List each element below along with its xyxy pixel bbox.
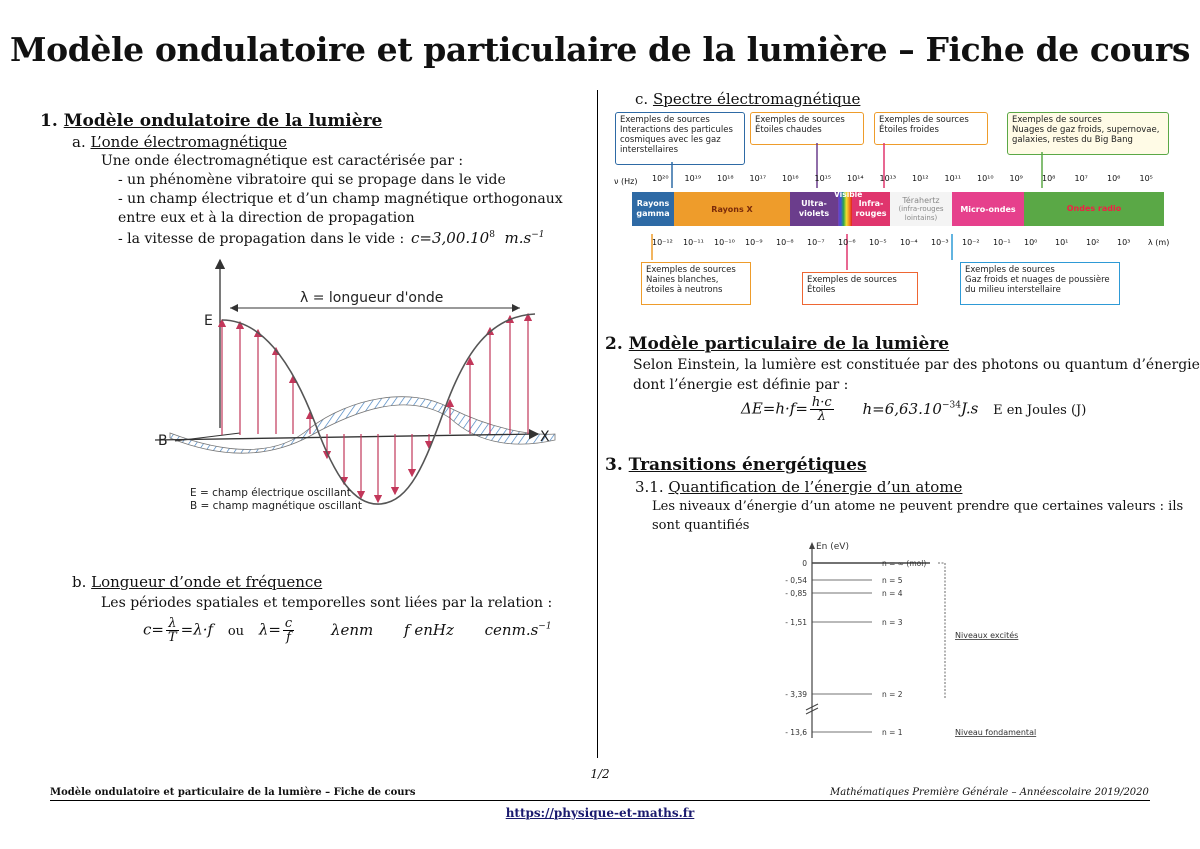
photon-energy-formula: ΔE=h·f= $\frac{h\cdot c}{\lambda}$ $h=6,63.10^{-34}J.s$ E en Joules (J) — [741, 395, 1087, 424]
sub-title: Longueur d’onde et fréquence — [91, 573, 323, 591]
frequency-ticks — [652, 174, 1172, 188]
wavelength-tick: 10⁻¹⁰ — [714, 238, 735, 247]
energy-level-diagram — [770, 538, 1060, 743]
frequency-tick: 10¹⁸ — [717, 174, 734, 183]
nu-axis-label: ν (Hz) — [614, 177, 638, 186]
energy-level-value: - 3,39 — [785, 690, 807, 699]
wavelength-tick: 10⁻¹¹ — [683, 238, 704, 247]
energy-level-label: n = 4 — [882, 589, 903, 598]
frequency-tick: 10¹⁵ — [814, 174, 832, 183]
energy-level-value: - 1,51 — [785, 618, 807, 627]
section3-heading: 3. Transitions énergétiques — [605, 455, 867, 475]
wavelength-tick: 10⁻⁹ — [745, 238, 763, 247]
section1-heading — [40, 111, 382, 131]
source-box-ir: Exemples de sources Étoiles froides — [874, 112, 988, 145]
e-axis-label: E — [204, 313, 213, 329]
band-radio: Ondes radio — [1024, 192, 1164, 226]
footer-right: Mathématiques Première Générale – Annéescolaire 2019/2020 — [830, 787, 1149, 798]
band-ir: Infra-rouges — [852, 192, 890, 226]
magnetic-field-plane — [170, 397, 555, 454]
wavelength-tick: 10⁰ — [1024, 238, 1038, 247]
frequency-tick: 10⁶ — [1107, 174, 1121, 183]
band-thz: Térahertz (infra-rouges lointains) — [890, 192, 952, 226]
energy-level-label: n = 3 — [882, 618, 903, 627]
spectrum-heading: c. Spectre électromagnétique — [635, 90, 861, 108]
spectrum-bar — [632, 192, 1164, 226]
lambda-axis-label: λ (m) — [1148, 238, 1170, 247]
wavelength-tick: 10⁻⁷ — [807, 238, 825, 247]
section2-heading: 2. Modèle particulaire de la lumière — [605, 334, 950, 354]
wave-bullet-3: - la vitesse de propagation dans le vide : — [118, 231, 405, 247]
page-title: Modèle ondulatoire et particulaire de la lumière – Fiche de cours — [10, 30, 1190, 69]
wavelength-tick: 10⁻⁸ — [776, 238, 794, 247]
wavelength-tick: 10⁻⁵ — [869, 238, 887, 247]
source-box-gamma: Exemples de sources Interactions des particules cosmiques avec les gaz interstellaires — [615, 112, 745, 165]
frequency-tick: 10⁹ — [1009, 174, 1023, 183]
footer-rule — [50, 800, 1150, 801]
source-box-micro: Exemples de sources Gaz froids et nuages de poussière du milieu interstellaire — [960, 262, 1120, 305]
energy-level-label: n = 1 — [882, 728, 903, 737]
x-axis-label: X — [540, 429, 550, 445]
speed-formula: $c=3,00.10^8$ $m.s^{-1}$ — [411, 229, 545, 247]
sub-letter: a. — [72, 133, 86, 151]
wavelength-formulas: c= $\frac{\lambda}{T}$ =λ·f ou λ= $\frac{c}{f}$ λenm f enHz $cenm.s^{-1}$ — [143, 616, 552, 645]
frequency-tick: 10²⁰ — [652, 174, 669, 183]
wave-bullet-2a: - un champ électrique et d’un champ magnétique orthogonaux — [118, 191, 563, 207]
lambda-label: λ = longueur d'onde — [300, 290, 444, 306]
quantization-line-1: Les niveaux d’énergie d’un atome ne peuvent prendre que certaines valeurs : ils — [652, 499, 1184, 514]
photon-line-2: dont l’énergie est définie par : — [633, 377, 849, 393]
wavelength-ticks — [652, 238, 1152, 252]
energy-level-value: - 0,85 — [785, 589, 807, 598]
wavelength-tick: 10⁻⁴ — [900, 238, 918, 247]
legend-b: B = champ magnétique oscillant — [190, 500, 362, 512]
source-box-radio: Exemples de sources Nuages de gaz froids, supernovae, galaxies, restes du Big Bang — [1007, 112, 1169, 155]
wave-bullet-2b: entre eux et à la direction de propagation — [118, 210, 415, 226]
page-number: 1/2 — [590, 767, 610, 781]
section1b-heading — [72, 573, 322, 591]
energy-level-value: - 13,6 — [785, 728, 807, 737]
wavelength-tick: 10⁻¹² — [652, 238, 673, 247]
em-wave-figure — [150, 258, 560, 520]
wavelength-tick: 10⁻³ — [931, 238, 949, 247]
section-title: Modèle ondulatoire de la lumière — [63, 111, 383, 131]
sub-title: L’onde électromagnétique — [90, 133, 288, 151]
energy-level-label: n = 5 — [882, 576, 903, 585]
frequency-tick: 10¹⁰ — [977, 174, 994, 183]
frequency-tick: 10⁵ — [1139, 174, 1153, 183]
section31-heading: 3.1. Quantification de l’énergie d’un atome — [635, 478, 963, 496]
wavelength-tick: 10⁻¹ — [993, 238, 1011, 247]
wavelength-intro: Les périodes spatiales et temporelles sont liées par la relation : — [101, 595, 553, 611]
energy-level-value: - 0,54 — [785, 576, 807, 585]
legend-e: E = champ électrique oscillant — [190, 487, 351, 499]
wave-bullet-1: - un phénomène vibratoire qui se propage dans le vide — [118, 172, 506, 188]
sub-letter: b. — [72, 573, 87, 591]
b-axis-label: B — [158, 433, 168, 449]
quantization-line-2: sont quantifiés — [652, 518, 750, 533]
wavelength-tick: 10² — [1086, 238, 1100, 247]
section-number: 1. — [40, 111, 58, 131]
section1a-heading — [72, 133, 287, 151]
source-box-uv: Exemples de sources Étoiles chaudes — [750, 112, 864, 145]
frequency-tick: 10¹⁹ — [684, 174, 702, 183]
frequency-tick: 10¹¹ — [944, 174, 962, 183]
frequency-tick: 10¹² — [912, 174, 929, 183]
source-box-visible: Exemples de sources Étoiles — [802, 272, 918, 305]
wave-intro: Une onde électromagnétique est caractérisée par : — [101, 153, 464, 169]
frequency-tick: 10⁸ — [1042, 174, 1056, 183]
footer-left: Modèle ondulatoire et particulaire de la lumière – Fiche de cours — [50, 787, 416, 798]
frequency-tick: 10¹³ — [879, 174, 897, 183]
energy-level-label: n = ∞ (mol) — [882, 559, 927, 568]
frequency-tick: 10¹⁷ — [749, 174, 767, 183]
energy-level-label: n = 2 — [882, 690, 903, 699]
wavelength-tick: 10³ — [1117, 238, 1131, 247]
energy-level-value: 0 — [802, 559, 807, 568]
band-uv: Ultra-violets — [790, 192, 838, 226]
em-spectrum-figure — [612, 110, 1172, 310]
frequency-tick: 10¹⁴ — [847, 174, 864, 183]
band-micro: Micro-ondes — [952, 192, 1024, 226]
wavelength-tick: 10⁻⁶ — [838, 238, 856, 247]
excited-label: Niveaux excités — [955, 631, 1019, 640]
wavelength-tick: 10¹ — [1055, 238, 1069, 247]
footer-link[interactable]: https://physique-et-maths.fr — [505, 806, 695, 820]
source-box-x: Exemples de sources Naines blanches, étoiles à neutrons — [641, 262, 751, 305]
frequency-tick: 10⁷ — [1074, 174, 1088, 183]
band-x: Rayons X — [674, 192, 790, 226]
band-visible: Visible — [838, 192, 852, 226]
energy-axis-label: En (eV) — [816, 542, 849, 552]
ground-label: Niveau fondamental — [955, 728, 1037, 737]
wavelength-tick: 10⁻² — [962, 238, 980, 247]
band-gamma: Rayons gamma — [632, 192, 674, 226]
photon-line-1: Selon Einstein, la lumière est constituée par des photons ou quantum d’énergie — [633, 357, 1200, 373]
column-divider — [597, 90, 598, 758]
frequency-tick: 10¹⁶ — [782, 174, 799, 183]
